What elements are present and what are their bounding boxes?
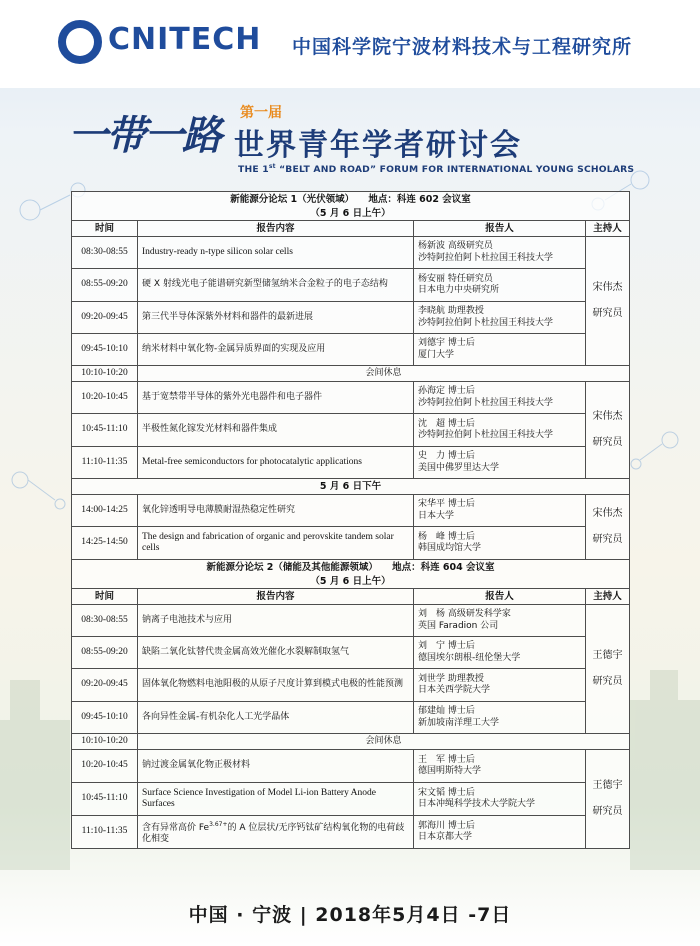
belt-road-calligraphy: 一带一路 [68,112,220,159]
host-cell: 宋伟杰 研究员 [586,495,630,560]
host-cell: 王德宇 研究员 [586,750,630,849]
forum-title: 世界青年学者研讨会 [234,128,522,163]
schedule-table-wrapper [71,191,629,849]
table-row: 10:45-11:10 Surface Science Investigation of Model Li-ion Battery Anode Surfaces 宋文韬 博士后 日本冲绳科学技术大学院大学 [72,783,630,816]
forum-subtitle: THE 1st “BELT AND ROAD” FORUM FOR INTERNATIONAL YOUNG SCHOLARS [238,163,635,176]
host-cell: 宋伟杰 研究员 [586,237,630,366]
table-row: 11:10-11:35 Metal-free semiconductors for photocatalytic applications 史 力 博士后 美国中佛罗里达大学 [72,447,630,479]
table-row: 09:20-09:45 第三代半导体深紫外材料和器件的最新进展 李晓航 助理教授 沙特阿拉伯阿卜杜拉国王科技大学 [72,302,630,334]
table-row: 14:25-14:50 The design and fabrication of organic and perovskite tandem solar cells 杨 峰 博士后 韩国成均馆大学 [72,527,630,560]
forum2-title: 新能源分论坛 2（储能及其他能源领域） 地点：科连 604 会议室 [72,560,630,575]
edition-label: 第一届 [240,105,282,121]
table-header-row [72,221,630,237]
host-cell: 宋伟杰 研究员 [586,382,630,479]
host-cell: 王德宇 研究员 [586,605,630,734]
forum1-title: 新能源分论坛 1（光伏领域） 地点：科连 602 会议室 [72,192,630,207]
table-row: 14:00-14:25 氧化锌透明导电薄膜耐湿热稳定性研究 宋华平 博士后 日本大学 宋伟杰 研究员 [72,495,630,527]
table-row: 11:10-11:35 含有异常高价 $Fe^{3.67+}$的 A 位层状/无序钙钛矿结构氧化物的电荷歧化相变 郭海川 博士后 日本京都大学 [72,816,630,849]
table-row: 08:55-09:20 硬 X 射线光电子能谱研究新型储氢纳米合金粒子的电子态结构 杨安丽 特任研究员 日本电力中央研究所 [72,269,630,302]
table-row: 10:20-10:45 基于宽禁带半导体的紫外光电器件和电子器件 孙海定 博士后 沙特阿拉伯阿卜杜拉国王科技大学 宋伟杰 研究员 [72,382,630,414]
logo-text: CNITECH [108,22,262,57]
header [0,0,700,88]
table-row: 10:45-11:10 半极性氮化镓发光材料和器件集成 沈 超 博士后 沙特阿拉伯阿卜杜拉国王科技大学 [72,414,630,447]
footer-location-date: 中国 · 宁波 | 2018年5月4日 -7日 [188,904,512,926]
table-row: 10:20-10:45 钠过渡金属氧化物正极材料 王 军 博士后 德国明斯特大学 王德宇 研究员 [72,750,630,783]
col-topic: 报告内容 [138,221,414,237]
table-row: 08:30-08:55 钠离子电池技术与应用 刘 杨 高级研发科学家 英国 Faradion 公司 王德宇 研究员 [72,605,630,637]
table-row: 09:45-10:10 纳米材料中氧化物-金属异质界面的实现及应用 刘德宇 博士后 厦门大学 [72,334,630,366]
table-row: 09:45-10:10 各向异性金属-有机杂化人工光学晶体 郁建灿 博士后 新加坡南洋理工大学 [72,702,630,734]
col-host: 主持人 [586,221,630,237]
forum2-date-am: （5 月 6 日上午） [72,575,630,589]
forum1-date-pm: 5 月 6 日下午 [72,479,630,495]
schedule-table [71,191,630,849]
institute-seal-icon [58,20,102,64]
forum1-date-am: （5 月 6 日上午） [72,207,630,221]
col-time: 时间 [72,221,138,237]
table-header-row: 时间 报告内容 报告人 主持人 [72,589,630,605]
break-row: 10:10-10:20 会间休息 [72,734,630,750]
forum-banner [60,96,650,178]
table-row: 08:30-08:55 Industry-ready n-type silicon solar cells 杨新波 高级研究员 沙特阿拉伯阿卜杜拉国王科技大学 宋伟杰 研究员 [72,237,630,269]
col-speaker: 报告人 [414,221,586,237]
institute-name: 中国科学院宁波材料技术与工程研究所 [292,36,633,58]
table-row: 08:55-09:20 缺陷二氧化钛替代贵金属高效光催化水裂解制取氢气 刘 宁 博士后 德国埃尔朗根-纽伦堡大学 [72,637,630,669]
break-row: 10:10-10:20 会间休息 [72,366,630,382]
table-row: 09:20-09:45 固体氧化物燃料电池阳极的从原子尺度计算到模式电极的性能预测 刘世学 助理教授 日本关西学院大学 [72,669,630,702]
